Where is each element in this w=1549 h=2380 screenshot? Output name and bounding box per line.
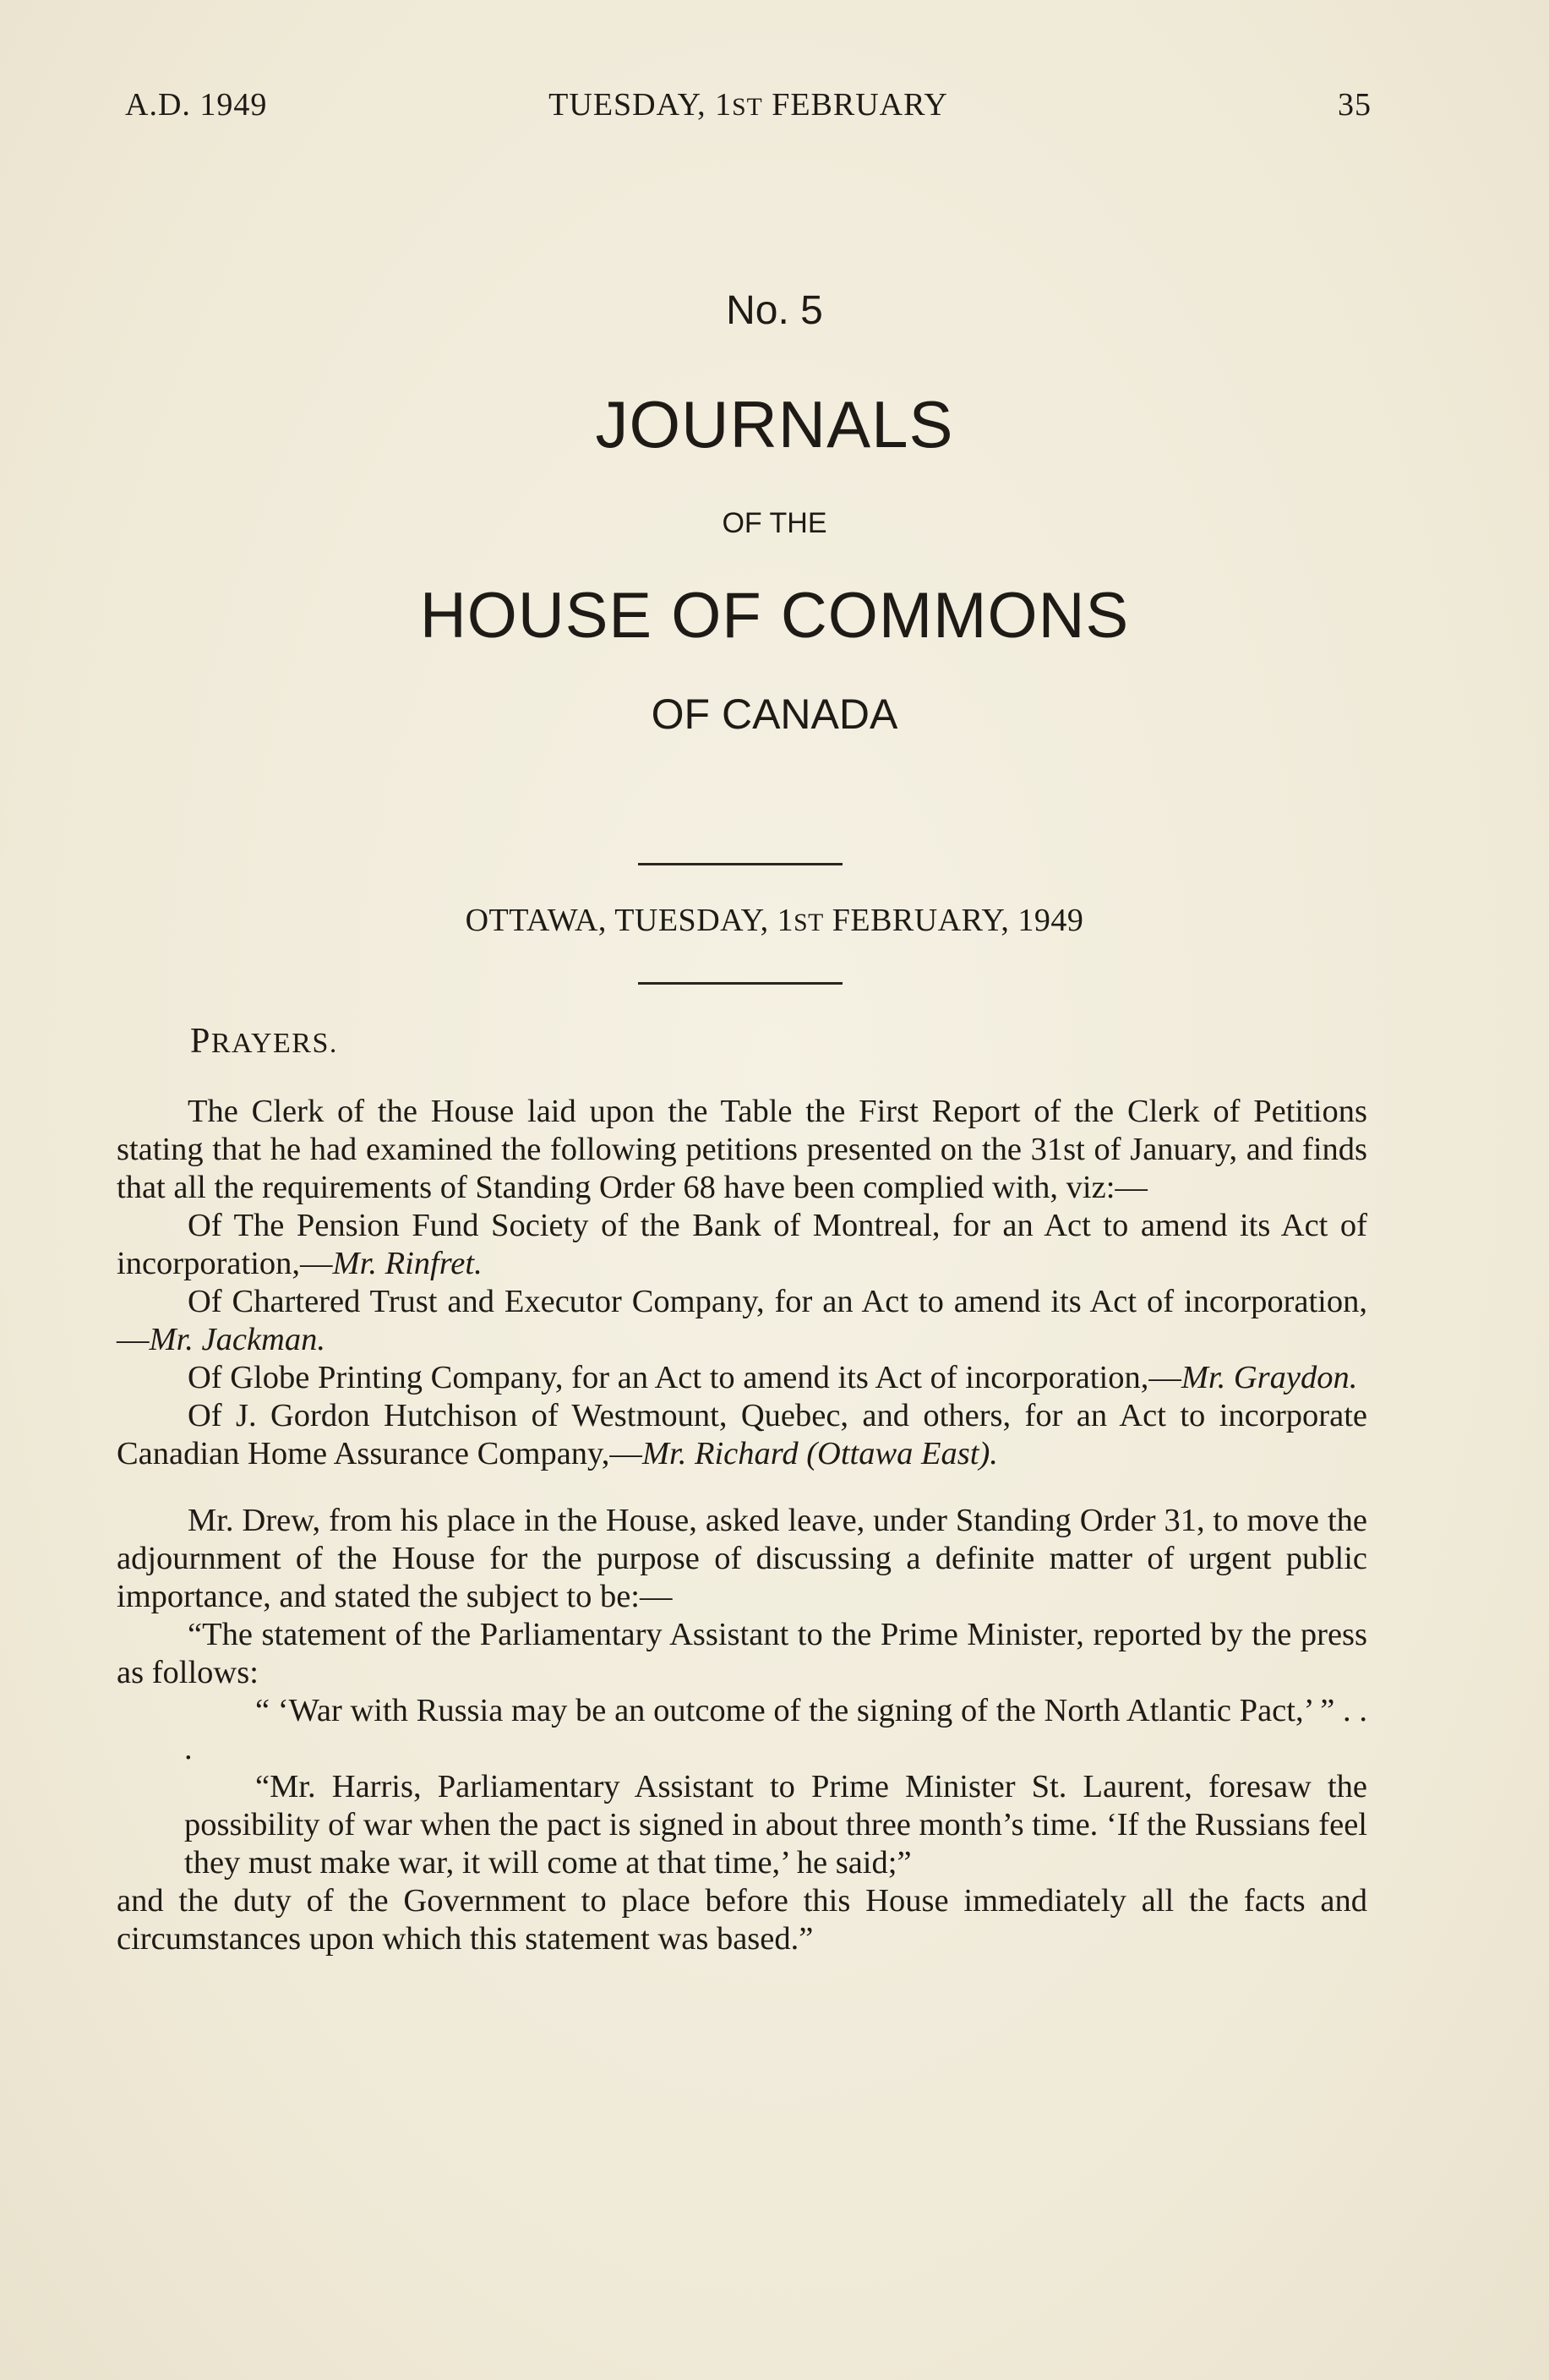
title-connector: OF THE <box>722 507 827 539</box>
petition-item: Of Chartered Trust and Executor Company, for an Act to amend its Act of incorporation,—Mr. Jackman. <box>117 1284 1367 1357</box>
petition-item: Of J. Gordon Hutchison of Westmount, Quebec, and others, for an Act to incorporate Canadian Home Assurance Company,—Mr. Richard (Ottawa East). <box>117 1398 1367 1471</box>
journal-body <box>117 1093 1367 1958</box>
divider-rule <box>638 863 843 865</box>
prayers-heading: PRAYERS. <box>190 1022 338 1061</box>
statement-paragraph: “The statement of the Parliamentary Assistant to the Prime Minister, reported by the press as follows: <box>117 1617 1367 1690</box>
member-riding: (Ottawa East). <box>806 1436 998 1471</box>
dateline: OTTAWA, TUESDAY, 1ST FEBRUARY, 1949 <box>465 903 1084 938</box>
press-quote: “ ‘War with Russia may be an outcome of the signing of the North Atlantic Pact,’ ” . . . <box>184 1693 1367 1766</box>
clerk-report-paragraph: The Clerk of the House laid upon the Table the First Report of the Clerk of Petitions stating that he had examined the following petitions presented on the 31st of January, and finds that all the requirements of Standing Order 68 have been complied with, viz:— <box>117 1094 1367 1205</box>
issue-number: No. 5 <box>726 288 823 333</box>
closing-paragraph: and the duty of the Government to place before this House immediately all the facts and circumstances upon which this statement was based.” <box>117 1883 1367 1957</box>
page-number: 35 <box>1338 87 1372 123</box>
header-date: TUESDAY, 1ST FEBRUARY <box>548 87 948 123</box>
member-name: Mr. Jackman. <box>149 1322 325 1357</box>
masthead <box>0 287 1549 739</box>
press-quote: “Mr. Harris, Parliamentary Assistant to Prime Minister St. Laurent, foresaw the possibility of war when the pact is signed in about three month’s time. ‘If the Russians feel they must make war, it will come at that time,’ he said;” <box>184 1769 1367 1881</box>
member-name: Mr. Rinfret. <box>332 1246 483 1281</box>
journal-title: JOURNALS <box>595 387 954 461</box>
member-name: Mr. Graydon. <box>1181 1360 1358 1395</box>
petition-item: Of Globe Printing Company, for an Act to amend its Act of incorporation,—Mr. Graydon. <box>188 1360 1358 1395</box>
country-title: OF CANADA <box>651 691 898 738</box>
adjournment-motion-paragraph: Mr. Drew, from his place in the House, asked leave, under Standing Order 31, to move the adjournment of the House for the purpose of discussing a definite matter of urgent public importance, and stated the subject to be:— <box>117 1503 1367 1614</box>
petition-item: Of The Pension Fund Society of the Bank of Montreal, for an Act to amend its Act of incorporation,—Mr. Rinfret. <box>117 1208 1367 1281</box>
year-label: A.D. 1949 <box>125 87 268 123</box>
member-name: Mr. Richard <box>641 1436 799 1471</box>
house-title: HOUSE OF COMMONS <box>419 580 1130 652</box>
divider-rule <box>638 982 843 985</box>
